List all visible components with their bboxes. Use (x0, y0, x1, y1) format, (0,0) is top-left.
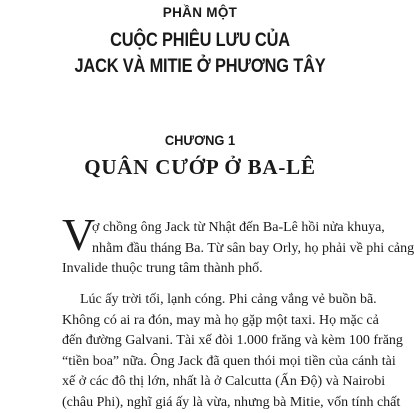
paragraph-line: ợ chồng ông Jack từ Nhật đến Ba-Lê hồi nửa khuya, (62, 218, 392, 239)
paragraph-1 (62, 218, 392, 280)
book-title-line-2: JACK VÀ MITIE Ở PHƯƠNG TÂY (32, 53, 368, 79)
part-label: PHẦN MỘT (0, 5, 400, 20)
chapter-label: CHƯƠNG 1 (16, 132, 384, 148)
paragraph-2 (62, 290, 392, 413)
paragraph-line: “tiền boa” nữa. Ông Jack đã quen thói mọi tiền của cánh tài (62, 352, 392, 373)
book-title (32, 27, 368, 79)
paragraph-line: (châu Phi), nghĩ giá ấy là vừa, nhưng bà Mitie, vốn tính chất (62, 393, 392, 413)
paragraph-line: đến đường Galvani. Tài xế đòi 1.000 frăng và kèm 100 frăng (62, 331, 392, 352)
paragraph-line: xế ở các đô thị lớn, nhất là ở Calcutta (Ấn Độ) và Nairobi (62, 372, 392, 393)
paragraph-line: Invalide thuộc trung tâm thành phố. (62, 259, 392, 280)
paragraph-line: nhằm đầu tháng Ba. Từ sân bay Orly, họ phải về phi cảng (62, 239, 392, 260)
book-title-line-1: CUỘC PHIÊU LƯU CỦA (32, 27, 368, 53)
paragraph-line: Không có ai ra đón, may mà họ gặp một taxi. Họ mặc cả (62, 311, 392, 332)
drop-cap: V (62, 212, 95, 258)
chapter-title: QUÂN CƯỚP Ở BA-LÊ (0, 155, 400, 180)
paragraph-line: Lúc ấy trời tối, lạnh cóng. Phi cảng vắng vẻ buồn bã. (62, 290, 392, 311)
